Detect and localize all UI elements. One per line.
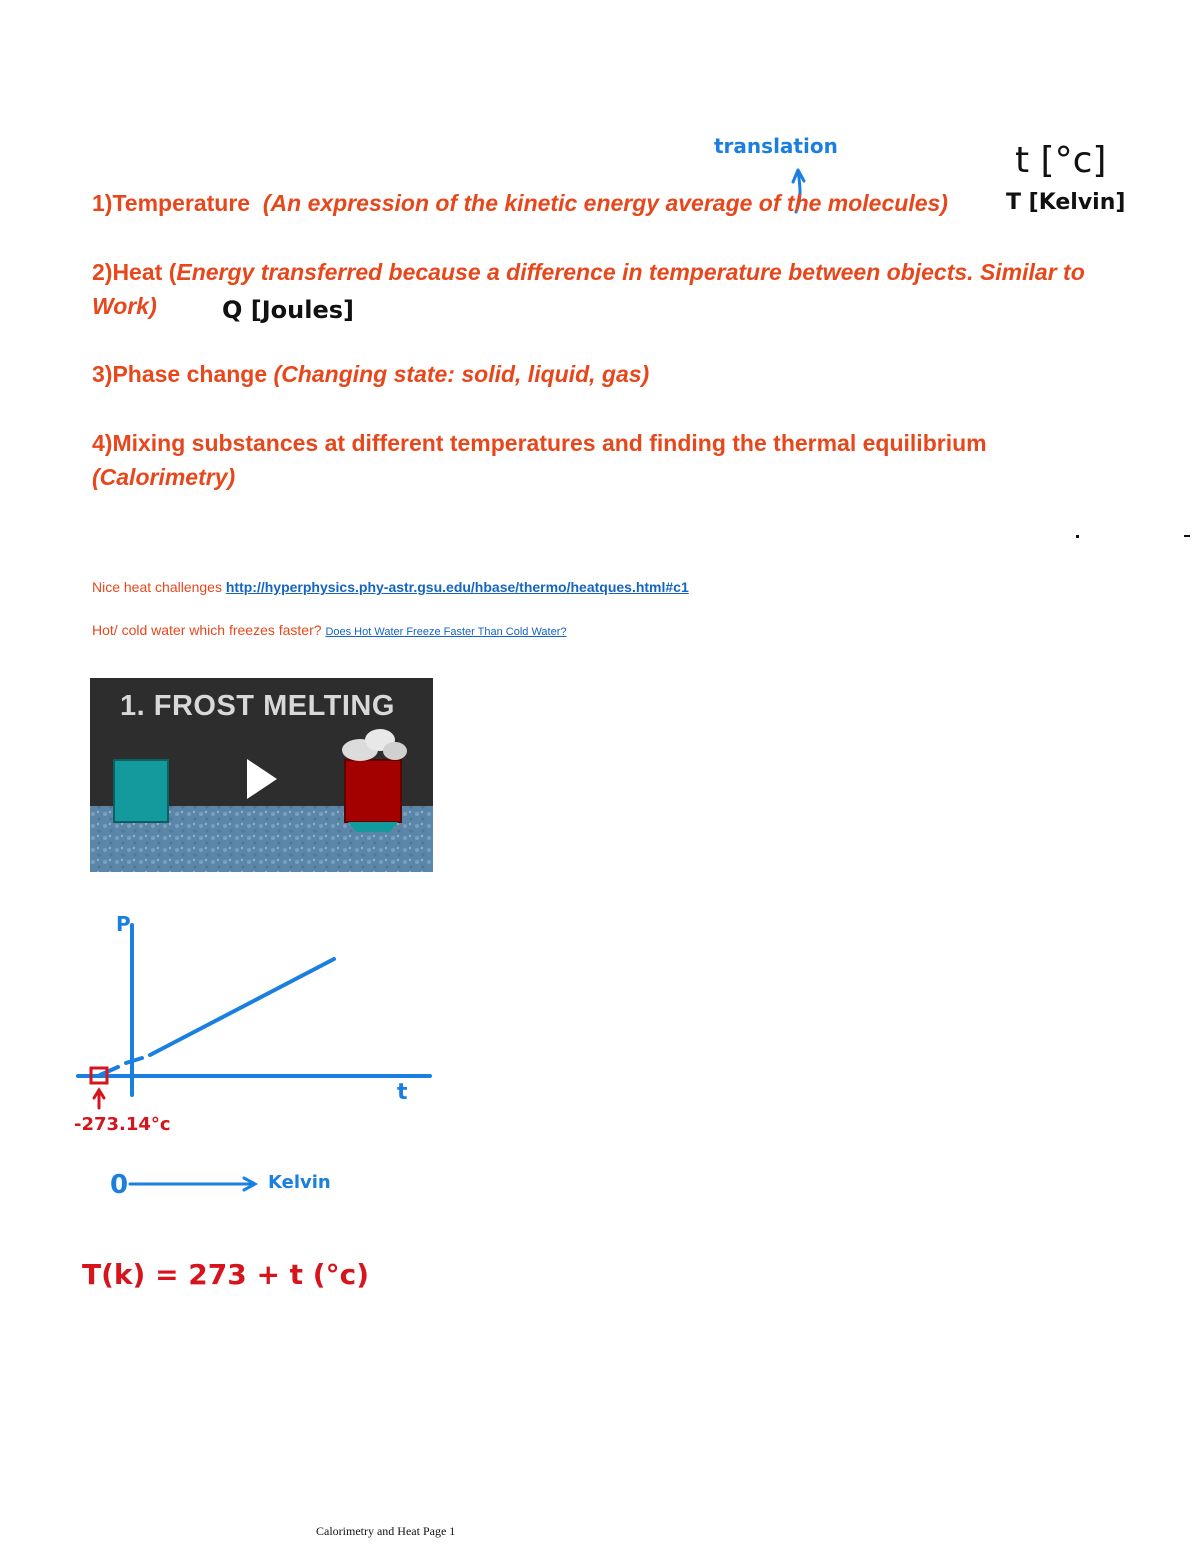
kelvin-label: Kelvin — [268, 1172, 331, 1193]
item-heat-label: 2)Heat ( — [92, 259, 177, 285]
q-joules-annotation: Q [Joules] — [222, 296, 354, 324]
item-mixing-label: 4)Mixing substances at different temperatures and finding the thermal equilibrium — [92, 430, 987, 456]
stray-dash — [1184, 535, 1190, 537]
kelvin-arrow — [128, 1174, 263, 1194]
heat-challenges-line — [92, 579, 689, 595]
freeze-line — [92, 622, 567, 638]
pressure-temperature-sketch — [70, 905, 450, 1135]
heat-challenges-link[interactable]: http://hyperphysics.phy-astr.gsu.edu/hbase/thermo/heatques.html#c1 — [225, 579, 689, 595]
item-phase-change — [92, 357, 1142, 391]
item-mixing — [92, 426, 1142, 494]
item-phase-label: 3)Phase change — [92, 361, 268, 387]
page-footer: Calorimetry and Heat Page 1 — [316, 1524, 456, 1538]
absolute-zero-label: -273.14°c — [74, 1114, 171, 1135]
heat-challenges-label: Nice heat challenges — [92, 579, 222, 595]
video-thumbnail[interactable] — [90, 678, 433, 872]
video-title: 1. FROST MELTING — [120, 690, 395, 722]
freeze-link[interactable]: Does Hot Water Freeze Faster Than Cold Water? — [325, 626, 567, 638]
item-temperature-label: 1)Temperature — [92, 190, 251, 216]
item-mixing-desc: (Calorimetry) — [92, 464, 236, 490]
translation-annotation: translation — [714, 134, 838, 158]
kelvin-zero: 0 — [110, 1170, 129, 1200]
item-phase-desc: (Changing state: solid, liquid, gas) — [273, 361, 650, 387]
graph-y-label: P — [116, 912, 131, 936]
play-icon[interactable] — [244, 756, 280, 802]
graph-x-label: t — [397, 1080, 408, 1105]
t-celsius-annotation: t [°c] — [1015, 140, 1107, 181]
kelvin-formula: T(k) = 273 + t (°c) — [82, 1258, 369, 1291]
t-kelvin-annotation: T [Kelvin] — [1006, 190, 1126, 215]
item-temperature-desc: (An expression of the kinetic energy average of the molecules) — [262, 190, 948, 216]
item-heat-desc: Energy transferred because a difference in temperature between objects. Similar to Work) — [92, 259, 1085, 319]
freeze-label: Hot/ cold water which freezes faster? — [92, 622, 322, 638]
item-temperature — [92, 186, 1142, 220]
stray-dot — [1076, 535, 1079, 538]
